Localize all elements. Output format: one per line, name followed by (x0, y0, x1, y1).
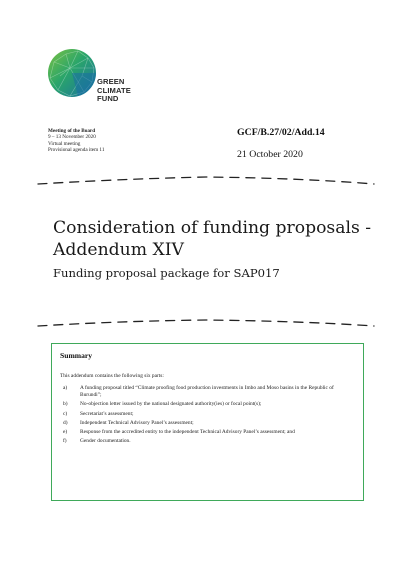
page-title: Consideration of funding proposals - Addendum XIV (53, 218, 372, 260)
document-date: 21 October 2020 (237, 149, 303, 160)
list-item (60, 385, 353, 399)
meeting-agenda: Provisional agenda item 11 (48, 146, 105, 153)
list-item-text: A funding proposal titled “Climate proofing food production investments in Imbo and Moso basins in the Republic of Burundi”; (80, 385, 334, 398)
list-item-letter: c) (63, 410, 68, 417)
summary-parts-list (60, 385, 353, 445)
summary-heading: Summary (60, 351, 93, 360)
list-item-text: Independent Technical Advisory Panel’s assessment; (80, 419, 194, 426)
list-item-letter: a) (63, 385, 68, 391)
list-item-text: Secretariat’s assessment; (80, 410, 134, 417)
logo-line-fund: FUND (97, 94, 119, 104)
list-item-text: Gender documentation. (80, 438, 131, 445)
list-item (60, 411, 353, 418)
list-item-text: Response from the accredited entity to the independent Technical Advisory Panel’s assessment; and (80, 429, 295, 436)
list-item-letter: e) (63, 429, 68, 436)
list-item-text: No-objection letter issued by the national designated authority(ies) or focal point(s); (80, 401, 262, 408)
list-item (60, 401, 353, 408)
meeting-venue: Virtual meeting (48, 140, 81, 147)
list-item (60, 438, 353, 445)
summary-box (51, 343, 364, 501)
summary-intro: This addendum contains the following six parts: (60, 373, 164, 379)
dashed-divider-bottom (0, 316, 413, 330)
list-item (60, 429, 353, 436)
meeting-info (48, 128, 104, 153)
logo-line-green: GREEN (97, 77, 125, 86)
logo-wordmark (97, 78, 131, 104)
page-subtitle: Funding proposal package for SAP017 (53, 266, 280, 280)
list-item-letter: b) (63, 401, 68, 408)
document-symbol: GCF/B.27/02/Add.14 (237, 127, 325, 138)
list-item-letter: d) (63, 419, 68, 426)
list-item (60, 420, 353, 427)
meeting-title: Meeting of the Board (48, 128, 96, 134)
logo-line-climate: CLIMATE (97, 85, 131, 95)
list-item-letter: f) (63, 438, 67, 445)
dashed-divider-top (0, 175, 413, 189)
document-info (237, 127, 325, 160)
meeting-dates: 9 – 13 November 2020 (48, 134, 96, 141)
